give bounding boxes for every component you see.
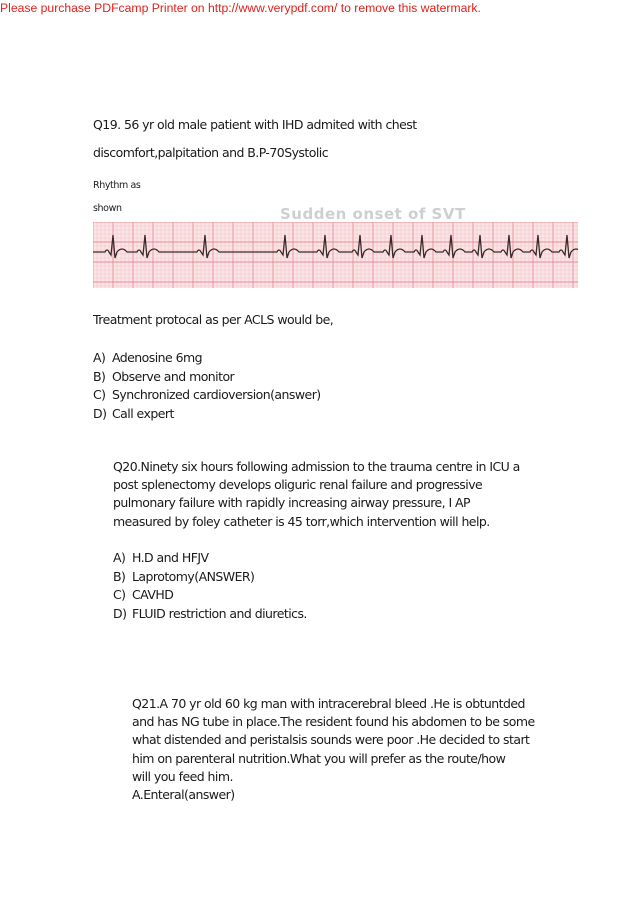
q19-caption-line-2: shown <box>93 203 122 214</box>
q21-answer: A.Enteral(answer) <box>132 787 235 803</box>
q19-stem-line-1: Q19. 56 yr old male patient with IHD admited with chest <box>93 117 417 132</box>
q20-option-c: C) CAVHD <box>113 587 174 602</box>
q21-line-3: what distended and peristalsis sounds were poor .He decided to start <box>132 732 530 748</box>
q19-stem-line-2: discomfort,palpitation and B.P-70Systolic <box>93 145 329 160</box>
q20-options <box>113 549 307 623</box>
q19-option-b: B) Observe and monitor <box>93 368 235 384</box>
q20-option-b: B) Laprotomy(ANSWER) <box>113 568 255 584</box>
q19-caption-line-1: Rhythm as <box>93 180 141 191</box>
q19-options <box>93 349 321 423</box>
ecg-rhythm-strip <box>93 222 578 288</box>
q20-stem-line-3: pulmonary failure with rapidly increasing airway pressure, I AP <box>113 495 471 511</box>
q20-stem <box>113 458 520 531</box>
q20-option-a: A) H.D and HFJV <box>113 550 209 565</box>
q20-stem-line-1: Q20.Ninety six hours following admission to the trauma centre in ICU a <box>113 459 520 474</box>
q20-stem-line-2: post splenectomy develops oliguric renal failure and progressive <box>113 477 483 493</box>
q21-line-4: him on parenteral nutrition.What you will prefer as the route/how <box>132 750 506 766</box>
q19-option-a: A) Adenosine 6mg <box>93 350 203 365</box>
ecg-overlay-label: Sudden onset of SVT <box>280 205 466 223</box>
q20-stem-line-4: measured by foley catheter is 45 torr,which intervention will help. <box>113 513 490 529</box>
q21-stem <box>132 695 535 804</box>
q19-question: Treatment protocal as per ACLS would be, <box>93 312 334 327</box>
q21-line-2: and has NG tube in place.The resident found his abdomen to be some <box>132 714 535 730</box>
q20-option-d: D) FLUID restriction and diuretics. <box>113 605 307 621</box>
q19-option-c: C) Synchronized cardioversion(answer) <box>93 387 321 402</box>
q21-line-5: will you feed him. <box>132 768 233 784</box>
q21-line-1: Q21.A 70 yr old 60 kg man with intracerebral bleed .He is obtuntded <box>132 696 525 711</box>
q19-option-d: D) Call expert <box>93 405 174 421</box>
watermark-banner: Please purchase PDFcamp Printer on http://www.verypdf.com/ to remove this watermark. <box>0 1 481 15</box>
